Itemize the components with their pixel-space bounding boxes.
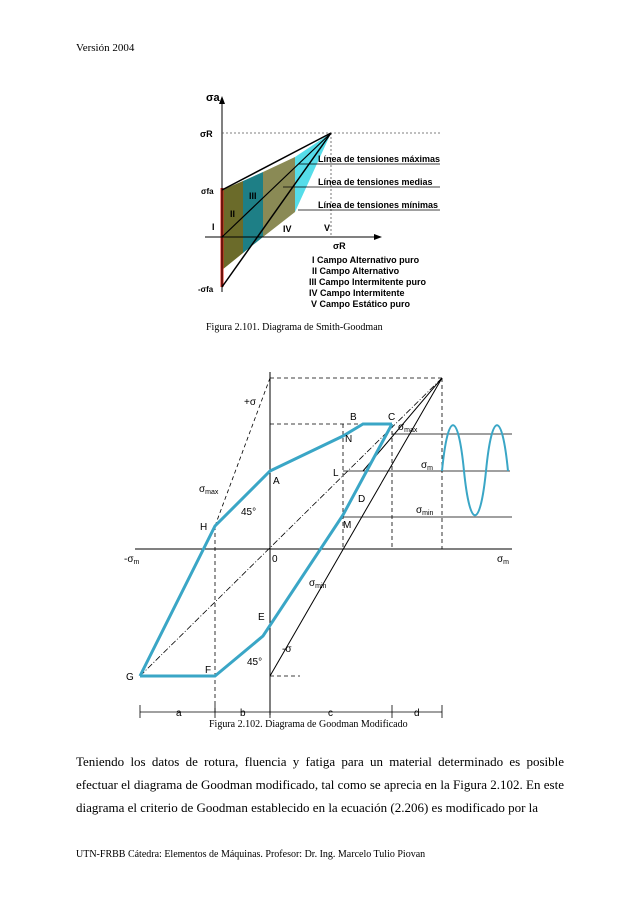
legend-item-3: III Campo Intermitente puro <box>309 277 427 287</box>
legend-item-1: I Campo Alternativo puro <box>312 255 420 265</box>
legend-item-2: II Campo Alternativo <box>312 266 400 276</box>
body-paragraph: Teniendo los datos de rotura, fluencia y fatiga para un material determinado es posible efectuar el diagrama de Goodman modificado, tal como se aprecia en la Figura 2.102. En este diagrama el criterio de Goodman establecido en la ecuación (2.206) es modificado por la <box>76 754 564 815</box>
plus-sigma-label: +σ <box>244 397 257 408</box>
point-H: H <box>200 522 208 533</box>
sigma-max-left-label: $\sigma_{max}$ <box>199 484 219 496</box>
y-axis-label: σa <box>206 92 220 104</box>
legend-item-4: IV Campo Intermitente <box>309 288 405 298</box>
point-B: B <box>350 412 357 423</box>
angle-45-top: 45° <box>241 507 257 518</box>
point-M: M <box>343 520 352 531</box>
sigma-min-label: $\sigma_{min}$ <box>416 505 434 517</box>
point-G: G <box>126 672 134 683</box>
region-label-III: III <box>249 191 257 201</box>
sigma-max-envelope <box>140 424 392 676</box>
figure-102-caption: Figura 2.102. Diagrama de Goodman Modificado <box>209 719 408 730</box>
dim-c: c <box>328 708 333 719</box>
angle-45-bottom: 45° <box>247 657 263 668</box>
page-footer: UTN-FRBB Cátedra: Elementos de Máquinas. Profesor: Dr. Ing. Marcelo Tulio Piovan <box>76 849 426 860</box>
minus-sigma-label: -σ <box>282 644 292 655</box>
sigma-m-axis-label: $\sigma_m$ <box>497 554 510 566</box>
neg-sigma-fa-label: -σfa <box>198 285 214 294</box>
sigma-fa-label: σfa <box>201 187 214 196</box>
sigma-max-label: $\sigma_{max}$ <box>398 422 418 434</box>
x-axis-label: σR <box>333 241 346 251</box>
page-header: Versión 2004 <box>76 42 135 54</box>
region-II <box>222 181 243 270</box>
point-L: L <box>333 468 339 479</box>
line-label-mean: Línea de tensiones medias <box>318 177 433 187</box>
legend-item-5: V Campo Estático puro <box>311 299 411 309</box>
sigma-m-label: $\sigma_m$ <box>421 460 434 472</box>
region-label-IV: IV <box>283 224 292 234</box>
stress-wave <box>442 425 508 515</box>
point-N: N <box>345 434 353 445</box>
line-label-min: Línea de tensiones mínimas <box>318 200 439 210</box>
point-F: F <box>205 665 212 676</box>
region-label-II: II <box>230 209 236 219</box>
figure-101-caption: Figura 2.101. Diagrama de Smith-Goodman <box>206 322 383 333</box>
dim-b: b <box>240 708 246 719</box>
region-label-V: V <box>324 223 331 233</box>
point-E: E <box>258 612 265 623</box>
point-C: C <box>388 412 396 423</box>
smith-goodman-diagram <box>0 0 638 330</box>
point-D: D <box>358 494 366 505</box>
sigma-min-curve-label: $\sigma_{min}$ <box>309 578 327 590</box>
sigma-r-y-label: σR <box>200 129 213 139</box>
region-III <box>243 172 263 253</box>
point-A: A <box>273 476 280 487</box>
region-label-I: I <box>212 222 215 232</box>
modified-goodman-diagram <box>0 350 638 730</box>
dim-a: a <box>176 708 182 719</box>
line-label-max: Línea de tensiones máximas <box>318 154 441 164</box>
dim-d: d <box>414 708 420 719</box>
sigma-min-envelope <box>140 424 392 676</box>
neg-sigma-m-label: $-\sigma_m$ <box>124 554 140 566</box>
origin-label: 0 <box>272 554 278 565</box>
